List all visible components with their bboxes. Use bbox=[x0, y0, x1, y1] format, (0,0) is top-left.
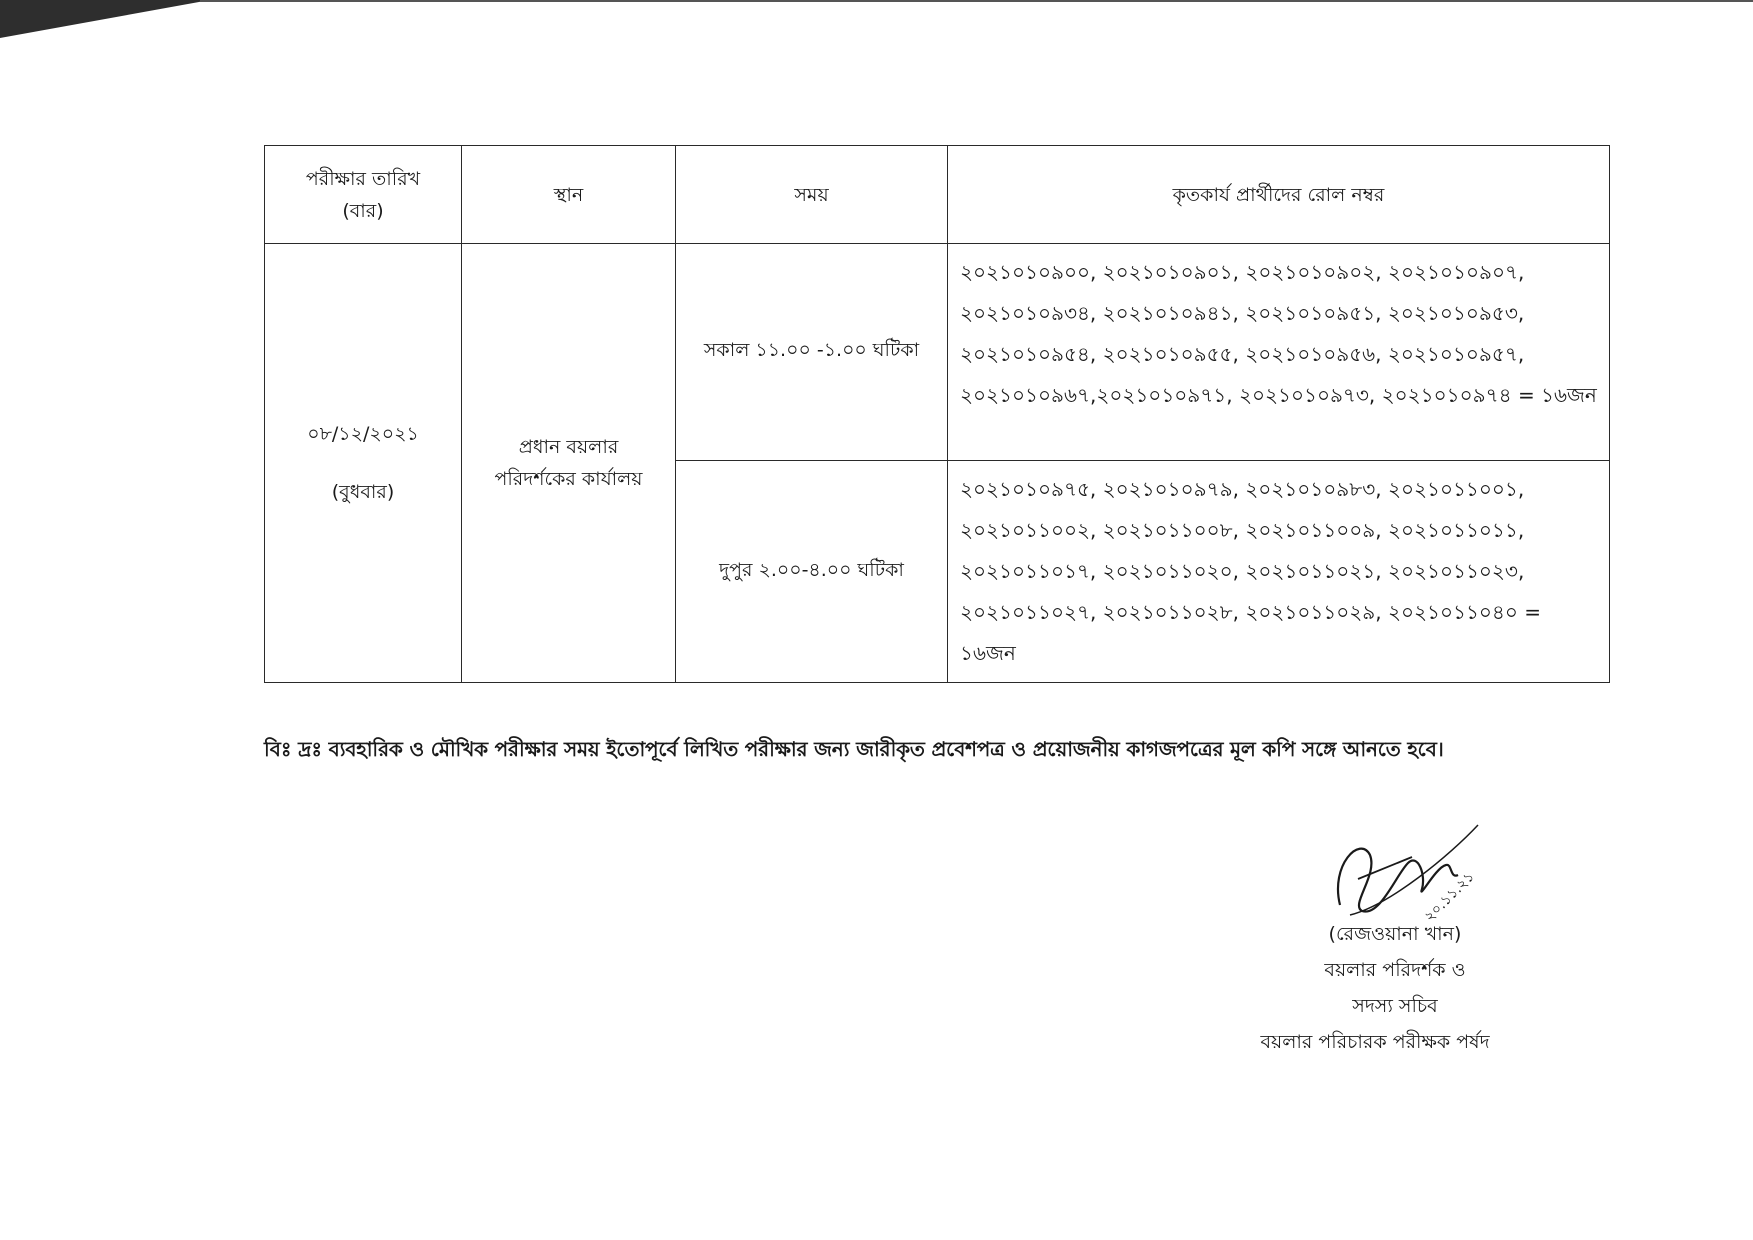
session-time-morning: সকাল ১১.০০ -১.০০ ঘটিকা bbox=[676, 244, 948, 461]
exam-place-line2: পরিদর্শকের কার্যালয় bbox=[494, 468, 643, 490]
scan-shadow bbox=[0, 0, 210, 38]
header-date bbox=[265, 146, 462, 244]
exam-schedule-table bbox=[264, 145, 1610, 683]
signer-designation-1: বয়লার পরিদর্শক ও bbox=[1324, 959, 1466, 981]
exam-place-cell bbox=[462, 244, 676, 683]
session-rolls-afternoon: ২০২১০১০৯৭৫, ২০২১০১০৯৭৯, ২০২১০১০৯৮৩, ২০২১০১১০০১, ২০২১০১১০০২, ২০২১০১১০০৮, ২০২১০১১০০৯, ২০২১০১১০১১, ২০২১০১১০১৭, ২০২১০১১০২০, ২০২১০১১০২১, ২০২১০১১০২৩, ২০২১০১১০২৭, ২০২১০১১০২৮, ২০২১০১১০২৯, ২০২১০১১০৪০ = ১৬জন bbox=[948, 461, 1610, 683]
header-date-line1: পরীক্ষার তারিখ bbox=[305, 167, 421, 190]
note-text: বিঃ দ্রঃ ব্যবহারিক ও মৌখিক পরীক্ষার সময় ইতোপূর্বে লিখিত পরীক্ষার জন্য জারীকৃত প্রবেশপত্র ও প্রয়োজনীয় কাগজপত্রের মূল কপি সঙ্গে আনতে হবে। bbox=[264, 737, 1444, 761]
signer-designation-3: বয়লার পরিচারক পরীক্ষক পর্ষদ bbox=[1260, 1031, 1490, 1053]
signer-designation-2: সদস্য সচিব bbox=[1352, 995, 1438, 1017]
exam-date-cell bbox=[265, 244, 462, 683]
scan-edge bbox=[200, 0, 1753, 2]
exam-place-line1: প্রধান বয়লার bbox=[518, 436, 619, 458]
header-rolls: কৃতকার্য প্রার্থীদের রোল নম্বর bbox=[948, 146, 1610, 244]
signature-date: ২০.১১.২১ bbox=[1421, 868, 1478, 926]
signer-name: (রেজওয়ানা খান) bbox=[1328, 923, 1462, 945]
table-row bbox=[265, 244, 1610, 461]
header-place: স্থান bbox=[462, 146, 676, 244]
session-time-afternoon: দুপুর ২.০০-৪.০০ ঘটিকা bbox=[676, 461, 948, 683]
header-time: সময় bbox=[676, 146, 948, 244]
exam-date: ০৮/১২/২০২১ bbox=[307, 423, 419, 445]
exam-day: (বুধবার) bbox=[331, 481, 395, 503]
signer-block bbox=[1230, 916, 1560, 1060]
session-rolls-morning: ২০২১০১০৯০০, ২০২১০১০৯০১, ২০২১০১০৯০২, ২০২১০১০৯০৭, ২০২১০১০৯৩৪, ২০২১০১০৯৪১, ২০২১০১০৯৫১, ২০২১০১০৯৫৩, ২০২১০১০৯৫৪, ২০২১০১০৯৫৫, ২০২১০১০৯৫৬, ২০২১০১০৯৫৭, ২০২১০১০৯৬৭,২০২১০১০৯৭১, ২০২১০১০৯৭৩, ২০২১০১০৯৭৪ = ১৬জন bbox=[948, 244, 1610, 461]
table-header-row bbox=[265, 146, 1610, 244]
header-date-line2: (বার) bbox=[342, 199, 384, 222]
